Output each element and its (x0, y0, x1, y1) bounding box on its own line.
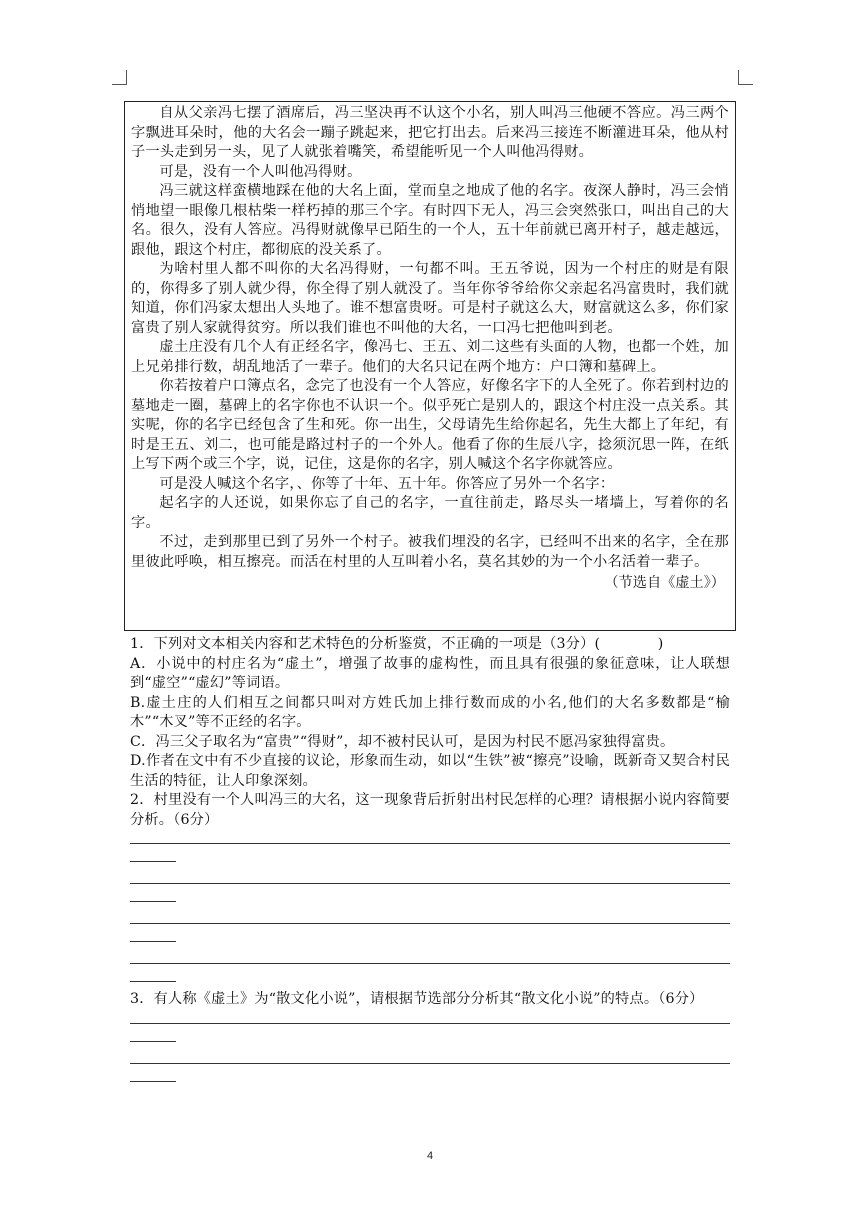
passage-paragraph: 你若按着户口簿点名，念完了也没有一个人答应，好像名字下的人全死了。你若到村边的墓地走一圈，墓碑上的名字你也不认识一个。似乎死亡是别人的，跟这个村庄没一点关系。其实呢，你的名字已经包含了生和死。你一出生，父母请先生给你起名，先生大都上了年纪，有时是王五、刘二，也可能是路过村子的一个外人。他看了你的生辰八字，捻须沉思一阵，在纸上写下两个或三个字，说，记住，这是你的名字，别人喊这个名字你就答应。 (131, 378, 729, 472)
question-3-stem: 3．有人称《虚土》为“散文化小说”，请根据节选部分分析其“散文化小说”的特点。（6分） (130, 991, 704, 1007)
crop-mark-top-left (112, 70, 127, 85)
answer-line[interactable] (130, 870, 730, 910)
page-number: 4 (426, 1150, 434, 1162)
passage-paragraph: 冯三就这样蛮横地踩在他的大名上面，堂而皇之地成了他的名字。夜深人静时，冯三会悄悄地望一眼像几根枯柴一样朽掉的那三个字。有时四下无人，冯三会突然张口，叫出自己的大名。很久，没有人答应。冯得财就像早已陌生的一个人，五十年前就已离开村子，越走越远，跟他，跟这个村庄，都彻底的没关系了。 (131, 183, 729, 258)
passage-paragraph: 起名字的人还说，如果你忘了自己的名字，一直往前走，路尽头一堵墙上，写着你的名字。 (131, 495, 729, 531)
answer-line[interactable] (130, 1010, 730, 1050)
question-1-option-c: C．冯三父子取名为“富贵”“得财”，却不被村民认可，是因为村民不愿冯家独得富贵。 (130, 733, 675, 750)
answer-line[interactable] (130, 830, 730, 870)
questions-section (130, 635, 730, 1090)
passage-paragraph: 自从父亲冯七摆了酒席后，冯三坚决再不认这个小名，别人叫冯三他硬不答应。冯三两个字飘进耳朵时，他的大名会一蹦子跳起来，把它打出去。后来冯三接连不断灌进耳朵，他从村子一头走到另一头，见了人就张着嘴笑，希望能听见一个人叫他冯得财。 (131, 105, 729, 160)
answer-line[interactable] (130, 910, 730, 950)
question-2-stem: 2．村里没有一个人叫冯三的大名，这一现象背后折射出村民怎样的心理？请根据小说内容简要分析。（6分） (130, 792, 730, 828)
question-1-option-b: B.虚土庄的人们相互之间都只叫对方姓氏加上排行数而成的小名,他们的大名多数都是“榆木”“木叉”等不正经的名字。 (130, 694, 730, 730)
passage-paragraph: 虚土庄没有几个人有正经名字，像冯七、王五、刘二这些有头面的人物，也都一个姓，加上兄弟排行数，胡乱地活了一辈子。他们的大名只记在两个地方：户口簿和墓碑上。 (131, 339, 729, 375)
passage-paragraph: 可是没人喊这个名字，、你等了十年、五十年。你答应了另外一个名字： (159, 475, 615, 492)
passage-paragraph: 为啥村里人都不叫你的大名冯得财，一句都不叫。王五爷说，因为一个村庄的财是有限的，你得多了别人就少得，你全得了别人就没了。当年你爷爷给你父亲起名冯富贵时，我们就知道，你们冯家太想出人头地了。谁不想富贵呀。可是村子就这么大，财富就这么多，你们家富贵了别人家就得贫穷。所以我们谁也不叫他的大名，一口冯七把他叫到老。 (131, 261, 729, 336)
reading-passage-box (124, 101, 736, 631)
question-1-stem: 1．下列对文本相关内容和艺术特色的分析鉴赏，不正确的一项是（3分）( ) (130, 636, 664, 652)
crop-mark-top-right (738, 70, 753, 85)
passage-paragraph: 不过，走到那里已到了另外一个村子。被我们埋没的名字，已经叫不出来的名字，全在那里彼此呼唤，相互擦亮。而活在村里的人互叫着小名，莫名其妙的为一个小名活着一辈子。 (131, 534, 729, 570)
question-1-option-d: D.作者在文中有不少直接的议论，形象而生动，如以“生铁”被“擦亮”设喻，既新奇又契合村民生活的特征，让人印象深刻。 (130, 753, 730, 789)
passage-source: （节选自《虚土》） (604, 575, 725, 591)
question-1-option-a: A．小说中的村庄名为“虚土”，增强了故事的虚构性，而且具有很强的象征意味，让人联想到“虚空”“虚幻”等词语。 (130, 655, 730, 691)
answer-line[interactable] (130, 950, 730, 990)
answer-line[interactable] (130, 1050, 730, 1090)
passage-paragraph: 可是，没有一个人叫他冯得财。 (159, 163, 362, 180)
